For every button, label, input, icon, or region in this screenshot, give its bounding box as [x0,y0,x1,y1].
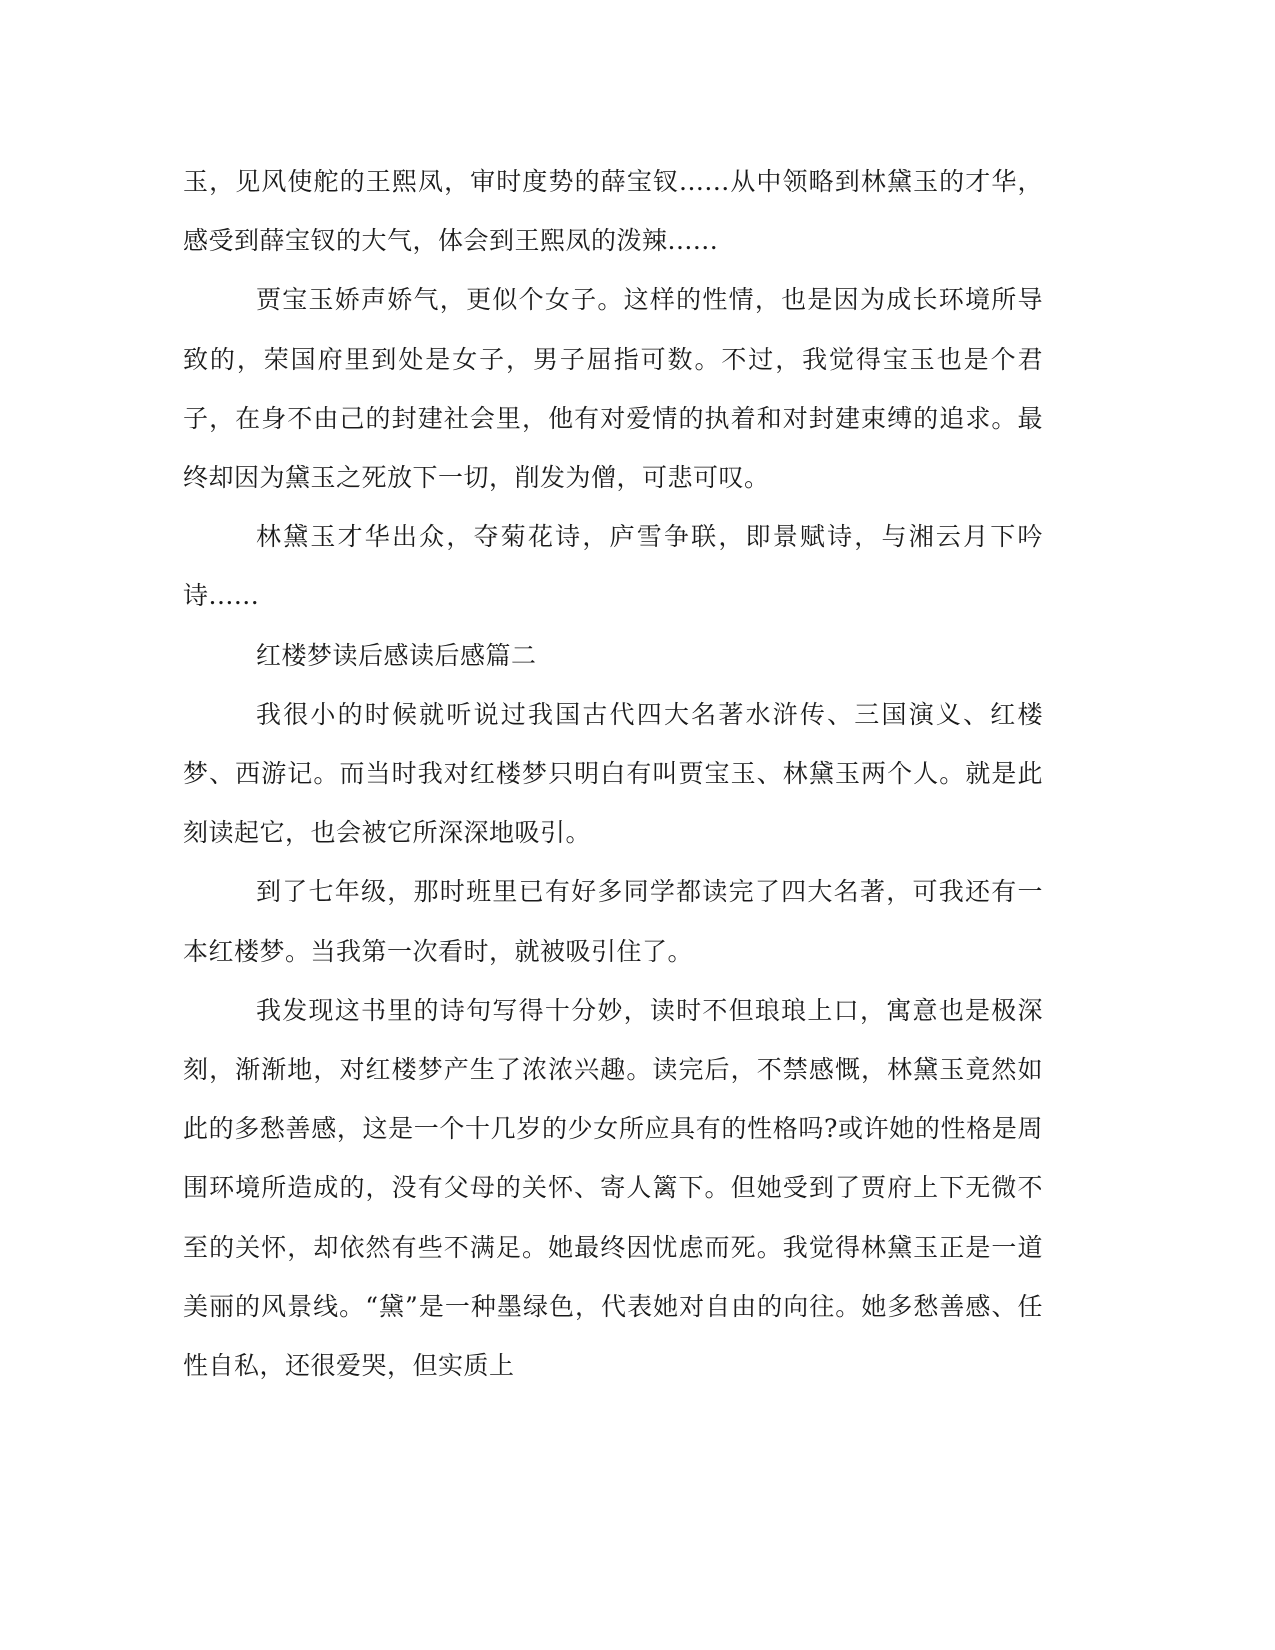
paragraph-daiyu-talent: 林黛玉才华出众，夺菊花诗，庐雪争联，即景赋诗，与湘云月下吟诗...... [183,522,1043,611]
section-title: 红楼梦读后感读后感篇二 [256,640,537,670]
paragraph-poetry: 我发现这书里的诗句写得十分妙，读时不但琅琅上口，寓意也是极深刻，渐渐地，对红楼梦产生了浓浓兴趣。读完后，不禁感慨，林黛玉竟然如此的多愁善感，这是一个十几岁的少女所应具有的性格吗?或许她的性格是周围环境所造成的，没有父母的关怀、寄人篱下。但她受到了贾府上下无微不至的关怀，却依然有些不满足。她最终因忧虑而死。我觉得林黛玉正是一道美丽的风景线。“黛”是一种墨绿色，代表她对自由的向往。她多愁善感、任性自私，还很爱哭，但实质上 [183,995,1043,1381]
paragraph-baoyu: 贾宝玉娇声娇气，更似个女子。这样的性情，也是因为成长环境所导致的，荣国府里到处是女子，男子屈指可数。不过，我觉得宝玉也是个君子，在身不由己的封建社会里，他有对爱情的执着和对封建束缚的追求。最终却因为黛玉之死放下一切，削发为僧，可悲可叹。 [183,285,1043,493]
paragraph-childhood: 我很小的时候就听说过我国古代四大名著水浒传、三国演义、红楼梦、西游记。而当时我对红楼梦只明白有叫贾宝玉、林黛玉两个人。就是此刻读起它，也会被它所深深地吸引。 [183,699,1043,848]
paragraph-seventh-grade: 到了七年级，那时班里已有好多同学都读完了四大名著，可我还有一本红楼梦。当我第一次看时，就被吸引住了。 [183,877,1043,966]
document-page [183,152,1043,1395]
paragraph-continued: 玉，见风使舵的王熙凤，审时度势的薛宝钗......从中领略到林黛玉的才华，感受到薛宝钗的大气，体会到王熙凤的泼辣...... [183,167,1043,256]
